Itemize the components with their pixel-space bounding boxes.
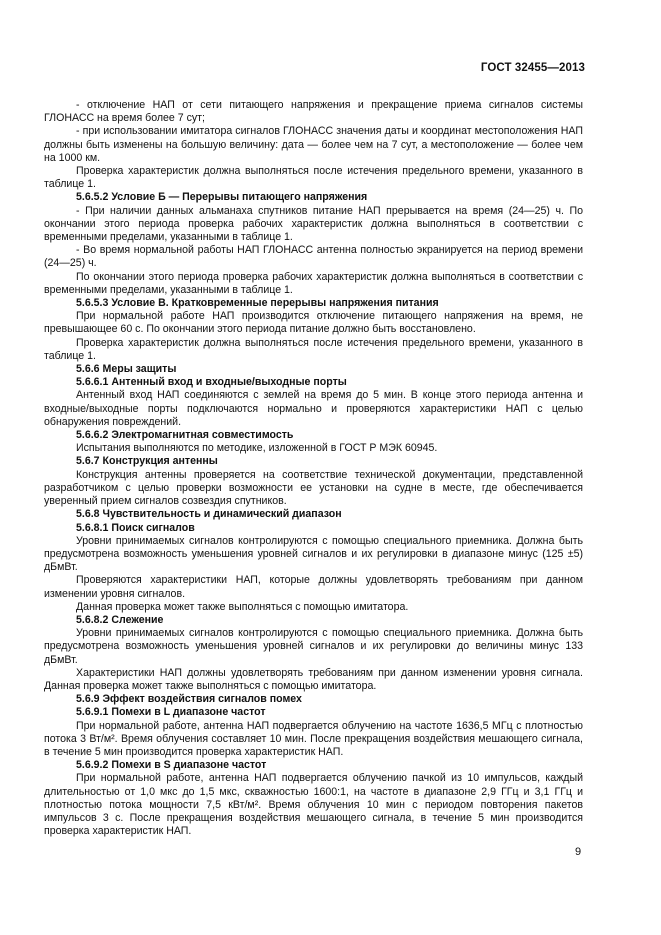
- standard-header: ГОСТ 32455—2013: [480, 62, 585, 74]
- section-heading-5-6-6: 5.6.6 Меры защиты: [76, 363, 177, 376]
- paragraph: Конструкция антенны проверяется на соответствие технической документации, представленной разработчиком с целью проверки возможности ее установки на судне в месте, где обеспечивается уверенный прием сигналов созвездия спутников.: [44, 468, 583, 508]
- paragraph: При нормальной работе НАП производится отключение питающего напряжения на время, не превышающее 60 с. По окончании этого периода питание должно быть восстановлено.: [44, 310, 583, 336]
- paragraph: Проверка характеристик должна выполняться после истечения предельного времени, указанного в таблице 1.: [44, 165, 583, 191]
- section-heading-5-6-5-2: 5.6.5.2 Условие Б — Перерывы питающего напряжения: [76, 191, 368, 204]
- section-heading-5-6-9: 5.6.9 Эффект воздействия сигналов помех: [76, 693, 302, 706]
- list-item-antenna-shield: - Во время нормальной работы НАП ГЛОНАСС антенна полностью экранируется на период времени (24—25) ч.: [44, 244, 583, 270]
- page-number: 9: [575, 846, 582, 858]
- paragraph: Уровни принимаемых сигналов контролируются с помощью специального приемника. Должна быть предусмотрена возможность уменьшения уровней сигналов и их регулировки в диапазоне минус (125 ±5) дБмВт.: [44, 534, 583, 574]
- document-body: [44, 99, 583, 838]
- section-heading-5-6-8-2: 5.6.8.2 Слежение: [76, 613, 164, 626]
- paragraph: Данная проверка может также выполняться с помощью имитатора.: [76, 600, 409, 613]
- paragraph: Проверяются характеристики НАП, которые должны удовлетворять требованиям при данном изменении уровня сигналов.: [44, 574, 583, 600]
- section-heading-5-6-6-2: 5.6.6.2 Электромагнитная совместимость: [76, 429, 294, 442]
- list-item-disconnect: - отключение НАП от сети питающего напряжения и прекращение приема сигналов системы ГЛОНАСС на время более 7 сут;: [44, 99, 583, 125]
- paragraph: Антенный вход НАП соединяются с землей на время до 5 мин. В конце этого периода антенна и входные/выходные порты подключаются нормально и проверяются характеристики НАП с целью обнаружения повреждений.: [44, 389, 583, 428]
- section-heading-5-6-8-1: 5.6.8.1 Поиск сигналов: [76, 521, 195, 534]
- paragraph: При нормальной работе, антенна НАП подвергается облучению на частоте 1636,5 МГц с плотностью потока 3 Вт/м². Время облучения составляет 10 мин. После прекращения воздействия мешающего сигнала, в течение 5 мин производится проверка характеристик НАП.: [44, 719, 583, 758]
- paragraph: Проверка характеристик должна выполняться после истечения предельного времени, указанного в таблице 1.: [44, 336, 583, 362]
- section-heading-5-6-6-1: 5.6.6.1 Антенный вход и входные/выходные порты: [76, 376, 347, 389]
- section-heading-5-6-7: 5.6.7 Конструкция антенны: [76, 455, 218, 468]
- section-heading-5-6-9-2: 5.6.9.2 Помехи в S диапазоне частот: [76, 759, 267, 772]
- paragraph: Характеристики НАП должны удовлетворять требованиям при данном изменении уровня сигнала. Данная проверка может также выполняться с помощью имитатора.: [44, 666, 583, 692]
- paragraph: При нормальной работе, антенна НАП подвергается облучению пачкой из 10 импульсов, каждый длительностью от 1,0 мкс до 1,5 мкс, скважностью 1600:1, на частоте в диапазоне 2,9 ГГц и 3,1 ГГц и плотностью потока мощности 7,5 кВт/м². Время облучения 10 мин с периодом повторения пакетов импульсов 3 с. После прекращения воздействия мешающего сигнала, в течение 5 мин производится проверка характеристик НАП.: [44, 772, 583, 838]
- list-item-almanac: - При наличии данных альманаха спутников питание НАП прерывается на время (24—25) ч. По окончании этого периода проверка рабочих характеристик должна выполняться в соответствии с временными пределами, указанными в таблице 1.: [44, 204, 583, 244]
- paragraph: По окончании этого периода проверка рабочих характеристик должна выполняться в соответствии с временными пределами, указанными в таблице 1.: [44, 270, 583, 296]
- section-heading-5-6-9-1: 5.6.9.1 Помехи в L диапазоне частот: [76, 706, 266, 719]
- list-item-simulator: - при использовании имитатора сигналов ГЛОНАСС значения даты и координат местоположения НАП должны быть изменены на большую величину: дата — более чем на 7 сут, а местоположение — более чем на 1000 км.: [44, 125, 583, 164]
- paragraph: Уровни принимаемых сигналов контролируются с помощью специального приемника. Должна быть предусмотрена возможность уменьшения уровней сигналов и их регулировки до величины минус 133 дБмВт.: [44, 627, 583, 666]
- section-heading-5-6-5-3: 5.6.5.3 Условие В. Кратковременные перерывы напряжения питания: [76, 297, 439, 310]
- paragraph: Испытания выполняются по методике, изложенной в ГОСТ Р МЭК 60945.: [76, 442, 438, 455]
- section-heading-5-6-8: 5.6.8 Чувствительность и динамический диапазон: [76, 508, 342, 521]
